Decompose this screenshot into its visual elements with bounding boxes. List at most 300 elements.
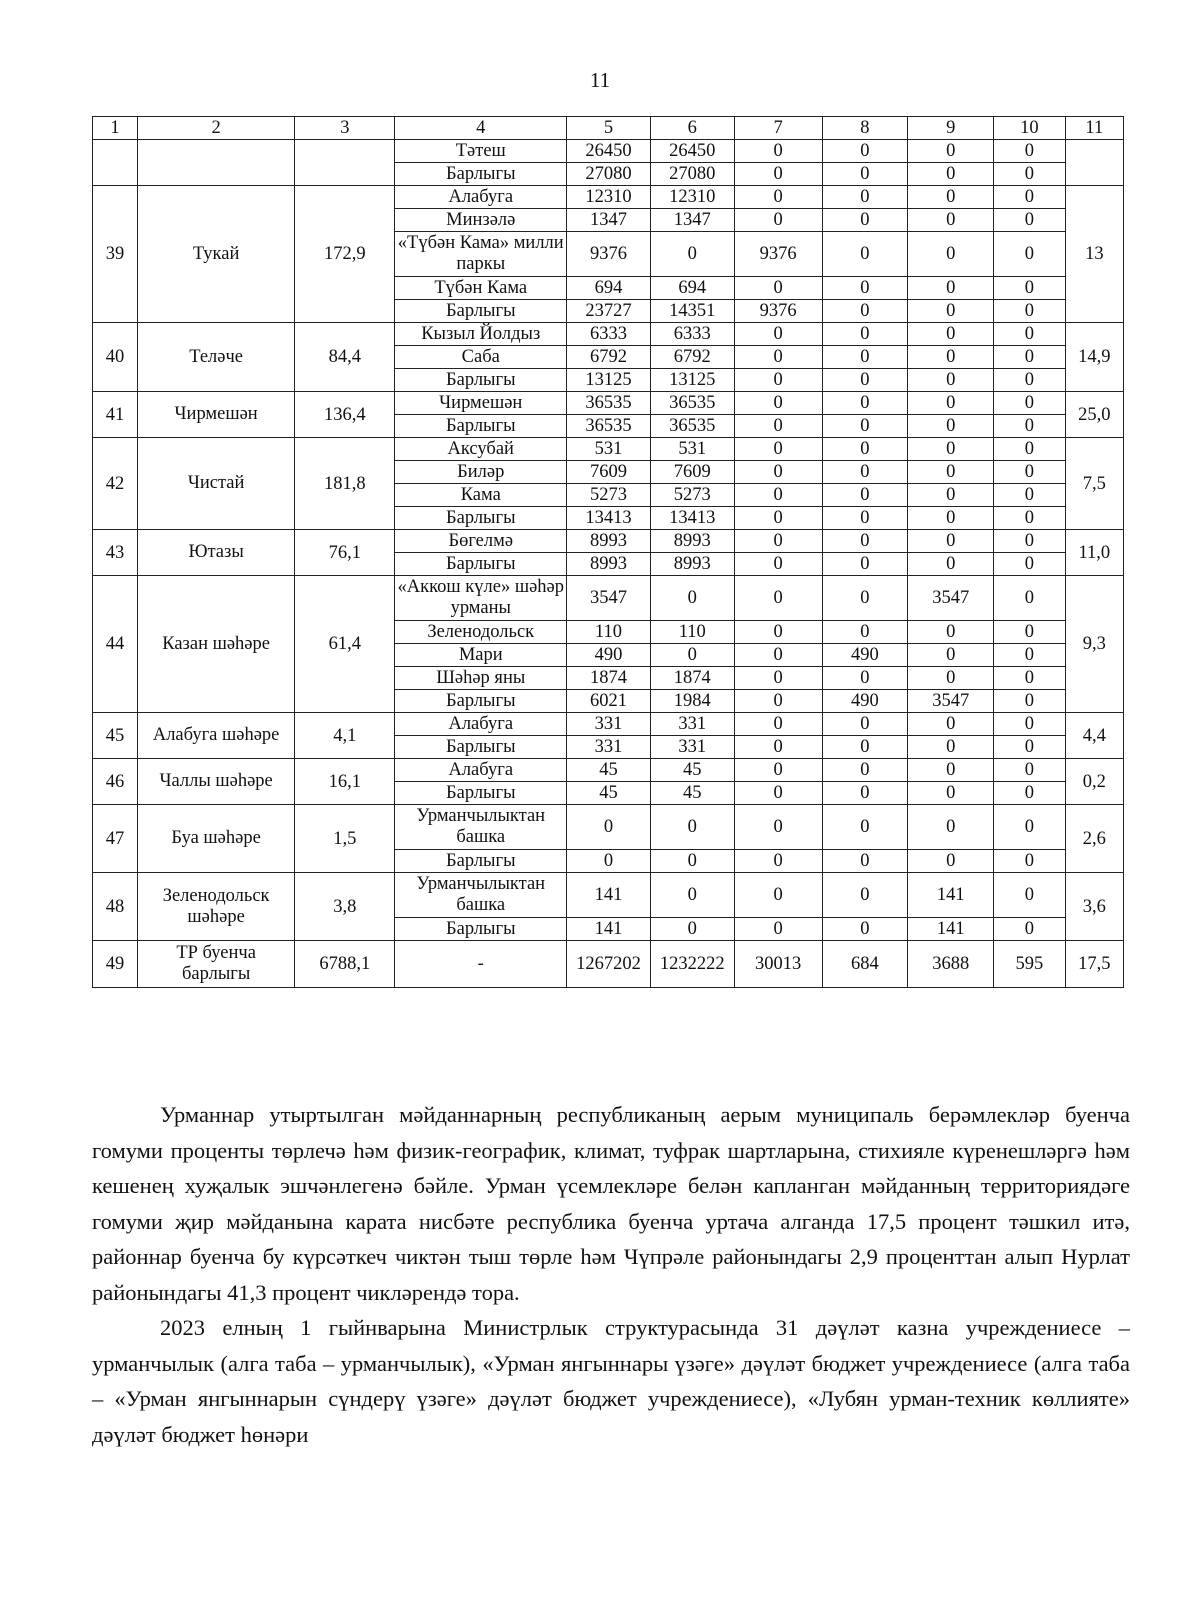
value-cell: 0 (908, 484, 994, 507)
forestry-name: Барлыгы (395, 300, 567, 323)
forestry-name: Урманчылыктан башка (395, 873, 567, 918)
value-cell: 0 (822, 873, 908, 918)
value-cell: 0 (650, 644, 734, 667)
value-cell: 8993 (650, 530, 734, 553)
value-cell: 0 (734, 461, 822, 484)
value-cell: 0 (908, 713, 994, 736)
value-cell: 0 (650, 918, 734, 941)
value-cell: 141 (908, 873, 994, 918)
value-cell: 0 (822, 759, 908, 782)
value-cell: 1874 (567, 667, 651, 690)
value-cell: 0 (994, 553, 1066, 576)
row-number: 44 (93, 576, 138, 713)
district-name: Ютазы (137, 530, 294, 576)
paragraph: 2023 елның 1 гыйнварына Министрлык структурасында 31 дәүләт казна учреждениесе – урманчылык (алга таба – урманчылык), «Урман янгыннары үзәге» дәүләт бюджет учреждениесе (алга таба – «Урман янгыннарын сүндерү үзәге» дәүләт бюджет учреждениесе), «Лубян урман-техник көллияте» дәүләт бюджет һөнәри (92, 1315, 1130, 1447)
table-row (93, 530, 1124, 553)
value-cell: 0 (908, 209, 994, 232)
value-cell: 0 (908, 507, 994, 530)
value-cell: 23727 (567, 300, 651, 323)
value-cell: 0 (994, 186, 1066, 209)
table-row (93, 392, 1124, 415)
value-cell: 9376 (567, 232, 651, 277)
value-cell: 0 (994, 438, 1066, 461)
value-cell: 13125 (567, 369, 651, 392)
value-cell: 0 (994, 461, 1066, 484)
value-cell: 0 (567, 805, 651, 850)
row-number: 46 (93, 759, 138, 805)
value-cell: 1347 (567, 209, 651, 232)
value-cell: 0 (994, 736, 1066, 759)
column-number-header: 3 (295, 117, 395, 140)
district-area: 4,1 (295, 713, 395, 759)
value-cell: 0 (822, 346, 908, 369)
row-number: 48 (93, 873, 138, 941)
value-cell: 7609 (650, 461, 734, 484)
value-cell: 0 (822, 209, 908, 232)
value-cell: 0 (994, 163, 1066, 186)
value-cell: 0 (734, 736, 822, 759)
paragraph: Урманнар утыртылган мәйданнарның республиканың аерым муниципаль берәмлекләр буенча гомуми проценты төрлечә һәм физик-географик, климат, туфрак шартларына, стихияле күренешләргә һәм кешенең хуҗалык эшчәнлегенә бәйле. Урман үсемлекләре белән капланган мәйданның территориядәге гомуми җир мәйданына карата нисбәте республика буенча уртача алганда 17,5 процент тәшкил итә, районнар буенча бу күрсәткеч чиктән тыш төрле һәм Чүпрәле районындагы 2,9 проценттан алып Нурлат районындагы 41,3 процент чикләрендә тора. (92, 1102, 1130, 1305)
value-cell: 0 (734, 277, 822, 300)
forestry-name: Аксубай (395, 438, 567, 461)
value-cell: 0 (908, 346, 994, 369)
total-value: 1232222 (650, 941, 734, 988)
value-cell: 0 (994, 415, 1066, 438)
table-row (93, 186, 1124, 209)
forestry-name: Барлыгы (395, 690, 567, 713)
district-name: Казан шәһәре (137, 576, 294, 713)
value-cell: 0 (822, 369, 908, 392)
value-cell: 0 (994, 759, 1066, 782)
value-cell: 0 (994, 209, 1066, 232)
forestry-name: Саба (395, 346, 567, 369)
forestry-name: Барлыгы (395, 163, 567, 186)
value-cell: 0 (822, 392, 908, 415)
value-cell: 0 (994, 484, 1066, 507)
value-cell: 5273 (650, 484, 734, 507)
total-value: 3688 (908, 941, 994, 988)
value-cell: 0 (908, 232, 994, 277)
value-cell: 0 (734, 209, 822, 232)
value-cell: 0 (734, 323, 822, 346)
value-cell: 36535 (650, 392, 734, 415)
value-cell: 26450 (567, 140, 651, 163)
district-name: Чирмешән (137, 392, 294, 438)
value-cell: 0 (908, 186, 994, 209)
column-number-header: 10 (994, 117, 1066, 140)
value-cell: 0 (994, 805, 1066, 850)
value-cell: 0 (734, 782, 822, 805)
value-cell: 1874 (650, 667, 734, 690)
column-number-header: 4 (395, 117, 567, 140)
forest-share-percent: 7,5 (1065, 438, 1123, 530)
value-cell: 0 (734, 163, 822, 186)
value-cell: 0 (994, 713, 1066, 736)
table-row (93, 438, 1124, 461)
value-cell: 0 (822, 850, 908, 873)
forestry-name: Алабуга (395, 759, 567, 782)
district-name: Тукай (137, 186, 294, 323)
value-cell: 1347 (650, 209, 734, 232)
value-cell: 0 (734, 186, 822, 209)
forestry-name: Зеленодольск (395, 621, 567, 644)
forest-share-percent: 9,3 (1065, 576, 1123, 713)
value-cell: 0 (994, 782, 1066, 805)
value-cell: 490 (822, 644, 908, 667)
value-cell: 110 (567, 621, 651, 644)
row-number: 45 (93, 713, 138, 759)
forestry-name: Шәһәр яны (395, 667, 567, 690)
value-cell: 13413 (650, 507, 734, 530)
total-value: - (395, 941, 567, 988)
value-cell: 0 (994, 621, 1066, 644)
district-area: 136,4 (295, 392, 395, 438)
value-cell: 0 (994, 392, 1066, 415)
value-cell: 0 (908, 415, 994, 438)
value-cell: 3547 (908, 690, 994, 713)
total-row (93, 941, 1124, 988)
district-name: Зеленодольск шәһәре (137, 873, 294, 941)
value-cell: 0 (822, 667, 908, 690)
value-cell: 0 (650, 873, 734, 918)
value-cell: 0 (734, 713, 822, 736)
body-text (92, 1097, 1130, 1452)
value-cell: 0 (734, 805, 822, 850)
value-cell: 0 (822, 484, 908, 507)
value-cell: 0 (734, 140, 822, 163)
value-cell: 0 (822, 736, 908, 759)
value-cell: 45 (650, 759, 734, 782)
table-row (93, 759, 1124, 782)
district-name: Чистай (137, 438, 294, 530)
value-cell: 45 (650, 782, 734, 805)
value-cell: 141 (567, 873, 651, 918)
forestry-name: «Түбән Кама» милли паркы (395, 232, 567, 277)
value-cell: 0 (822, 713, 908, 736)
total-value: 684 (822, 941, 908, 988)
value-cell: 0 (908, 850, 994, 873)
value-cell: 0 (822, 438, 908, 461)
district-area: 3,8 (295, 873, 395, 941)
forestry-name: Барлыгы (395, 507, 567, 530)
forestry-name: «Аккош күле» шәһәр урманы (395, 576, 567, 621)
forestry-name: Биләр (395, 461, 567, 484)
forestry-name: Тәтеш (395, 140, 567, 163)
value-cell: 331 (650, 736, 734, 759)
column-number-header: 7 (734, 117, 822, 140)
value-cell: 0 (734, 484, 822, 507)
value-cell: 0 (994, 667, 1066, 690)
empty-cell (295, 140, 395, 186)
district-area: 76,1 (295, 530, 395, 576)
district-area: 16,1 (295, 759, 395, 805)
empty-cell (93, 140, 138, 186)
district-name: Буа шәһәре (137, 805, 294, 873)
empty-cell (137, 140, 294, 186)
forestry-name: Мари (395, 644, 567, 667)
value-cell: 0 (734, 690, 822, 713)
value-cell: 1984 (650, 690, 734, 713)
value-cell: 0 (822, 186, 908, 209)
total-value: 17,5 (1065, 941, 1123, 988)
value-cell: 45 (567, 759, 651, 782)
row-number: 40 (93, 323, 138, 392)
table-row (93, 713, 1124, 736)
value-cell: 0 (734, 873, 822, 918)
value-cell: 0 (994, 873, 1066, 918)
value-cell: 531 (567, 438, 651, 461)
table-row (93, 576, 1124, 621)
value-cell: 0 (822, 163, 908, 186)
value-cell: 0 (734, 759, 822, 782)
forestry-name: Түбән Кама (395, 277, 567, 300)
value-cell: 0 (908, 392, 994, 415)
value-cell: 0 (822, 576, 908, 621)
value-cell: 0 (908, 300, 994, 323)
value-cell: 27080 (567, 163, 651, 186)
total-value: 49 (93, 941, 138, 988)
total-label: ТР буенча барлыгы (137, 941, 294, 988)
forestry-name: Барлыгы (395, 415, 567, 438)
value-cell: 0 (994, 323, 1066, 346)
value-cell: 0 (650, 850, 734, 873)
forest-share-percent: 4,4 (1065, 713, 1123, 759)
value-cell: 0 (734, 667, 822, 690)
value-cell: 8993 (567, 530, 651, 553)
value-cell: 0 (994, 644, 1066, 667)
value-cell: 0 (994, 369, 1066, 392)
district-area: 181,8 (295, 438, 395, 530)
value-cell: 0 (650, 576, 734, 621)
value-cell: 490 (567, 644, 651, 667)
forestry-name: Барлыгы (395, 736, 567, 759)
value-cell: 0 (734, 415, 822, 438)
value-cell: 0 (734, 392, 822, 415)
district-area: 1,5 (295, 805, 395, 873)
forest-share-percent: 2,6 (1065, 805, 1123, 873)
value-cell: 13413 (567, 507, 651, 530)
district-name: Теләче (137, 323, 294, 392)
row-number: 42 (93, 438, 138, 530)
value-cell: 0 (822, 415, 908, 438)
total-value: 6788,1 (295, 941, 395, 988)
value-cell: 0 (908, 667, 994, 690)
value-cell: 531 (650, 438, 734, 461)
value-cell: 6792 (650, 346, 734, 369)
value-cell: 0 (567, 850, 651, 873)
value-cell: 9376 (734, 300, 822, 323)
total-value: 1267202 (567, 941, 651, 988)
value-cell: 0 (822, 232, 908, 277)
forestry-name: Алабуга (395, 713, 567, 736)
column-number-header: 2 (137, 117, 294, 140)
value-cell: 0 (994, 530, 1066, 553)
value-cell: 13125 (650, 369, 734, 392)
forestry-name: Чирмешән (395, 392, 567, 415)
value-cell: 0 (908, 805, 994, 850)
value-cell: 45 (567, 782, 651, 805)
district-area: 172,9 (295, 186, 395, 323)
value-cell: 0 (908, 163, 994, 186)
value-cell: 0 (994, 507, 1066, 530)
value-cell: 0 (908, 277, 994, 300)
value-cell: 0 (994, 277, 1066, 300)
value-cell: 0 (908, 140, 994, 163)
row-number: 41 (93, 392, 138, 438)
forestry-name: Барлыгы (395, 553, 567, 576)
value-cell: 0 (994, 232, 1066, 277)
value-cell: 0 (734, 576, 822, 621)
value-cell: 141 (567, 918, 651, 941)
value-cell: 8993 (650, 553, 734, 576)
value-cell: 0 (822, 140, 908, 163)
value-cell: 0 (822, 300, 908, 323)
value-cell: 0 (908, 621, 994, 644)
district-name: Алабуга шәһәре (137, 713, 294, 759)
forestry-name: Барлыгы (395, 369, 567, 392)
value-cell: 6021 (567, 690, 651, 713)
value-cell: 0 (734, 644, 822, 667)
value-cell: 7609 (567, 461, 651, 484)
value-cell: 14351 (650, 300, 734, 323)
value-cell: 110 (650, 621, 734, 644)
district-name: Чаллы шәһәре (137, 759, 294, 805)
forest-share-percent: 25,0 (1065, 392, 1123, 438)
value-cell: 0 (734, 621, 822, 644)
value-cell: 0 (822, 918, 908, 941)
value-cell: 694 (650, 277, 734, 300)
column-number-header: 11 (1065, 117, 1123, 140)
forest-area-table (92, 116, 1124, 988)
forestry-name: Барлыгы (395, 782, 567, 805)
value-cell: 6333 (650, 323, 734, 346)
value-cell: 0 (822, 323, 908, 346)
value-cell: 0 (908, 644, 994, 667)
value-cell: 12310 (567, 186, 651, 209)
forestry-name: Кызыл Йолдыз (395, 323, 567, 346)
forestry-name: Бөгелмә (395, 530, 567, 553)
forestry-name: Кама (395, 484, 567, 507)
value-cell: 0 (994, 140, 1066, 163)
table-header-row (93, 117, 1124, 140)
value-cell: 5273 (567, 484, 651, 507)
value-cell: 694 (567, 277, 651, 300)
value-cell: 0 (734, 346, 822, 369)
value-cell: 0 (822, 277, 908, 300)
value-cell: 0 (734, 850, 822, 873)
column-number-header: 8 (822, 117, 908, 140)
value-cell: 0 (908, 323, 994, 346)
district-area: 61,4 (295, 576, 395, 713)
value-cell: 6792 (567, 346, 651, 369)
table-row (93, 805, 1124, 850)
total-value: 595 (994, 941, 1066, 988)
value-cell: 0 (994, 918, 1066, 941)
value-cell: 8993 (567, 553, 651, 576)
table-row (93, 873, 1124, 918)
forestry-name: Алабуга (395, 186, 567, 209)
value-cell: 0 (822, 782, 908, 805)
value-cell: 0 (734, 438, 822, 461)
value-cell: 0 (908, 461, 994, 484)
value-cell: 0 (908, 553, 994, 576)
value-cell: 0 (822, 461, 908, 484)
value-cell: 6333 (567, 323, 651, 346)
value-cell: 0 (994, 690, 1066, 713)
value-cell: 27080 (650, 163, 734, 186)
row-number: 39 (93, 186, 138, 323)
value-cell: 9376 (734, 232, 822, 277)
forestry-name: Минзәлә (395, 209, 567, 232)
table-row (93, 140, 1124, 163)
forestry-name: Барлыгы (395, 850, 567, 873)
forest-share-percent: 14,9 (1065, 323, 1123, 392)
value-cell: 36535 (650, 415, 734, 438)
value-cell: 0 (734, 530, 822, 553)
value-cell: 0 (734, 369, 822, 392)
value-cell: 0 (994, 850, 1066, 873)
value-cell: 490 (822, 690, 908, 713)
value-cell: 0 (908, 530, 994, 553)
value-cell: 0 (734, 553, 822, 576)
total-value: 30013 (734, 941, 822, 988)
value-cell: 0 (734, 918, 822, 941)
forest-share-percent: 11,0 (1065, 530, 1123, 576)
value-cell: 0 (822, 805, 908, 850)
forestry-name: Урманчылыктан башка (395, 805, 567, 850)
empty-cell (1065, 140, 1123, 186)
value-cell: 26450 (650, 140, 734, 163)
column-number-header: 6 (650, 117, 734, 140)
value-cell: 36535 (567, 415, 651, 438)
value-cell: 0 (822, 553, 908, 576)
row-number: 43 (93, 530, 138, 576)
forest-share-percent: 0,2 (1065, 759, 1123, 805)
district-area: 84,4 (295, 323, 395, 392)
value-cell: 36535 (567, 392, 651, 415)
value-cell: 0 (994, 300, 1066, 323)
value-cell: 0 (908, 736, 994, 759)
value-cell: 0 (650, 232, 734, 277)
table-row (93, 323, 1124, 346)
value-cell: 3547 (908, 576, 994, 621)
value-cell: 331 (567, 713, 651, 736)
forest-share-percent: 3,6 (1065, 873, 1123, 941)
row-number: 47 (93, 805, 138, 873)
page-number: 11 (589, 68, 611, 92)
value-cell: 3547 (567, 576, 651, 621)
value-cell: 0 (994, 346, 1066, 369)
value-cell: 0 (734, 507, 822, 530)
value-cell: 0 (822, 530, 908, 553)
value-cell: 0 (908, 759, 994, 782)
value-cell: 12310 (650, 186, 734, 209)
forestry-name: Барлыгы (395, 918, 567, 941)
value-cell: 0 (908, 438, 994, 461)
value-cell: 0 (650, 805, 734, 850)
value-cell: 0 (908, 369, 994, 392)
column-number-header: 9 (908, 117, 994, 140)
forest-share-percent: 13 (1065, 186, 1123, 323)
value-cell: 0 (908, 782, 994, 805)
value-cell: 0 (994, 576, 1066, 621)
column-number-header: 5 (567, 117, 651, 140)
value-cell: 0 (822, 621, 908, 644)
value-cell: 331 (567, 736, 651, 759)
value-cell: 0 (822, 507, 908, 530)
column-number-header: 1 (93, 117, 138, 140)
value-cell: 331 (650, 713, 734, 736)
